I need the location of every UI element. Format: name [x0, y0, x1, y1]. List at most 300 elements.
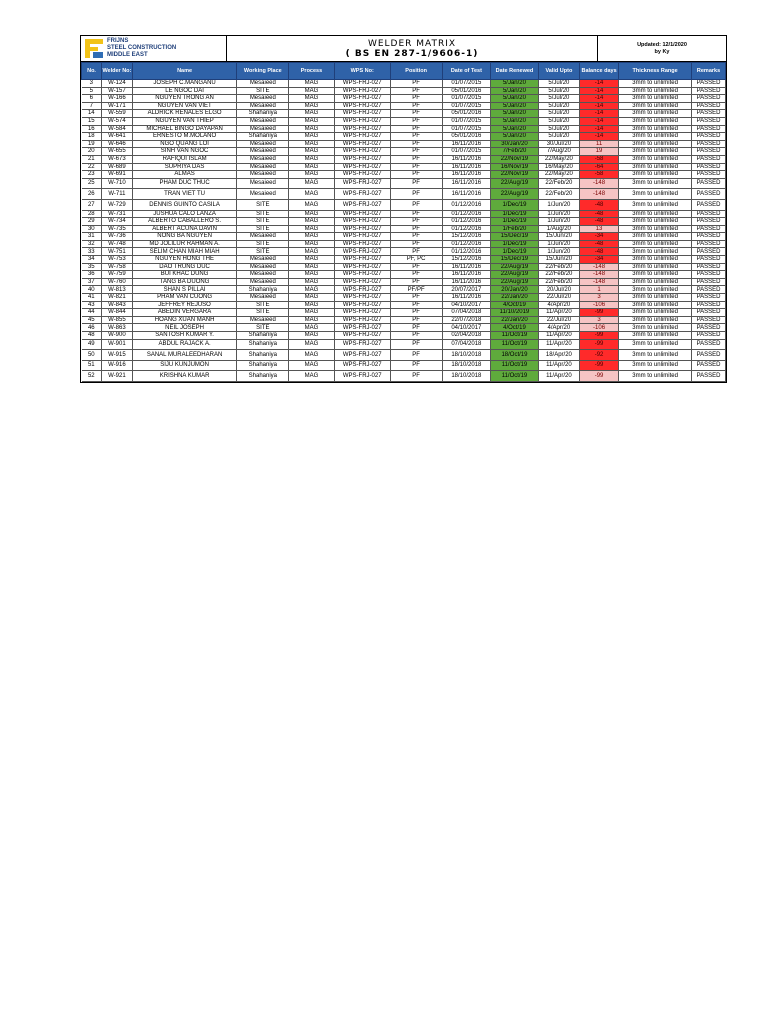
working-place-cell: Mesaieed: [237, 80, 289, 88]
wps-number-cell: WPS-FRJ-027: [334, 301, 390, 309]
process-cell: MAG: [289, 263, 334, 271]
remarks-cell: PASSED: [692, 248, 726, 256]
balance-days-cell: 3: [580, 294, 619, 302]
welder-number-cell: W-710: [102, 178, 133, 189]
date-of-test-cell: 05/01/2016: [442, 110, 491, 118]
wps-number-cell: WPS-FRJ-027: [334, 163, 390, 171]
valid-upto-cell: 1/Jun/20: [538, 199, 579, 210]
date-of-test-cell: 01/12/2016: [442, 240, 491, 248]
position-cell: PF: [390, 171, 442, 179]
welder-number-cell: W-729: [102, 199, 133, 210]
welder-name-cell: SANAL MURALEEDHARAN: [132, 350, 237, 361]
row-number-cell: 5: [82, 87, 102, 95]
date-of-test-cell: 18/10/2018: [442, 350, 491, 361]
valid-upto-cell: 22/Feb/20: [538, 278, 579, 286]
valid-upto-cell: 15/Jun/20: [538, 256, 579, 264]
column-header: Remarks: [692, 63, 726, 80]
remarks-cell: PASSED: [692, 140, 726, 148]
position-cell: PF: [390, 332, 442, 340]
welder-name-cell: KRISHNA KUMAR: [132, 371, 237, 382]
row-number-cell: 23: [82, 171, 102, 179]
welder-number-cell: W-844: [102, 309, 133, 317]
column-header: Working Place: [237, 63, 289, 80]
welder-number-cell: W-731: [102, 210, 133, 218]
balance-days-cell: -14: [580, 102, 619, 110]
process-cell: MAG: [289, 140, 334, 148]
process-cell: MAG: [289, 324, 334, 332]
valid-upto-cell: 4/Apr/20: [538, 301, 579, 309]
welder-number-cell: W-689: [102, 163, 133, 171]
remarks-cell: PASSED: [692, 233, 726, 241]
working-place-cell: Shahaniya: [237, 110, 289, 118]
balance-days-cell: -14: [580, 117, 619, 125]
wps-number-cell: WPS-FRJ-027: [334, 309, 390, 317]
working-place-cell: SITE: [237, 218, 289, 226]
position-cell: PF: [390, 371, 442, 382]
position-cell: PF: [390, 210, 442, 218]
row-number-cell: 20: [82, 148, 102, 156]
balance-days-cell: -14: [580, 87, 619, 95]
table-row: [82, 140, 726, 148]
remarks-cell: PASSED: [692, 163, 726, 171]
position-cell: PF: [390, 240, 442, 248]
working-place-cell: Mesaieed: [237, 117, 289, 125]
column-header: Balance days: [580, 63, 619, 80]
remarks-cell: PASSED: [692, 80, 726, 88]
welder-number-cell: W-821: [102, 294, 133, 302]
valid-upto-cell: 4/Apr/20: [538, 324, 579, 332]
wps-number-cell: WPS-FRJ-027: [334, 117, 390, 125]
wps-number-cell: WPS-FRJ-027: [334, 271, 390, 279]
thickness-range-cell: 3mm to unlimited: [619, 256, 692, 264]
welder-name-cell: SINH VAN NGOC: [132, 148, 237, 156]
welder-number-cell: W-753: [102, 256, 133, 264]
working-place-cell: Mesaieed: [237, 263, 289, 271]
thickness-range-cell: 3mm to unlimited: [619, 339, 692, 350]
process-cell: MAG: [289, 189, 334, 200]
thickness-range-cell: 3mm to unlimited: [619, 263, 692, 271]
remarks-cell: PASSED: [692, 294, 726, 302]
welder-name-cell: LE NGOC DAI: [132, 87, 237, 95]
process-cell: MAG: [289, 95, 334, 103]
valid-upto-cell: 5/Jul/20: [538, 117, 579, 125]
thickness-range-cell: 3mm to unlimited: [619, 163, 692, 171]
remarks-cell: PASSED: [692, 324, 726, 332]
balance-days-cell: -14: [580, 110, 619, 118]
working-place-cell: SITE: [237, 210, 289, 218]
valid-upto-cell: 22/Jul/20: [538, 316, 579, 324]
welder-name-cell: ERNESTO M.MOLANO: [132, 133, 237, 141]
remarks-cell: PASSED: [692, 110, 726, 118]
wps-number-cell: WPS-FRJ-027: [334, 248, 390, 256]
column-header: Date of Test: [442, 63, 491, 80]
position-cell: PF, PC: [390, 256, 442, 264]
process-cell: MAG: [289, 102, 334, 110]
welder-name-cell: NGUYEN TRONG AN: [132, 95, 237, 103]
date-renewed-cell: 18/Oct/19: [491, 350, 539, 361]
process-cell: MAG: [289, 178, 334, 189]
welder-number-cell: W-734: [102, 218, 133, 226]
balance-days-cell: -148: [580, 189, 619, 200]
wps-number-cell: WPS-FRJ-027: [334, 240, 390, 248]
welder-number-cell: W-691: [102, 171, 133, 179]
date-renewed-cell: 5/Jan/20: [491, 95, 539, 103]
table-row: [82, 240, 726, 248]
row-number-cell: 36: [82, 271, 102, 279]
table-row: [82, 263, 726, 271]
position-cell: PF: [390, 225, 442, 233]
balance-days-cell: 13: [580, 225, 619, 233]
row-number-cell: 19: [82, 140, 102, 148]
column-header: Date Renewed: [491, 63, 539, 80]
date-renewed-cell: 11/Oct/19: [491, 360, 539, 371]
date-of-test-cell: 16/11/2016: [442, 171, 491, 179]
date-of-test-cell: 02/04/2018: [442, 332, 491, 340]
working-place-cell: Shahaniya: [237, 133, 289, 141]
balance-days-cell: -148: [580, 263, 619, 271]
process-cell: MAG: [289, 80, 334, 88]
document-title: WELDER MATRIX: [367, 38, 457, 49]
wps-number-cell: WPS-FRJ-027: [334, 339, 390, 350]
date-renewed-cell: 15/Dec/19: [491, 233, 539, 241]
working-place-cell: Mesaieed: [237, 189, 289, 200]
remarks-cell: PASSED: [692, 350, 726, 361]
working-place-cell: Mesaieed: [237, 233, 289, 241]
position-cell: PF: [390, 263, 442, 271]
wps-number-cell: WPS-FRJ-027: [334, 218, 390, 226]
process-cell: MAG: [289, 210, 334, 218]
process-cell: MAG: [289, 371, 334, 382]
valid-upto-cell: 11/Apr/20: [538, 339, 579, 350]
date-of-test-cell: 01/07/2015: [442, 102, 491, 110]
remarks-cell: PASSED: [692, 360, 726, 371]
wps-number-cell: WPS-FRJ-027: [334, 350, 390, 361]
working-place-cell: SITE: [237, 324, 289, 332]
process-cell: MAG: [289, 117, 334, 125]
date-of-test-cell: 01/12/2016: [442, 210, 491, 218]
remarks-cell: PASSED: [692, 256, 726, 264]
welder-name-cell: SHAN S PILLAI: [132, 286, 237, 294]
row-number-cell: 28: [82, 210, 102, 218]
table-row: [82, 210, 726, 218]
date-of-test-cell: 20/07/2017: [442, 286, 491, 294]
position-cell: PF: [390, 95, 442, 103]
wps-number-cell: WPS-FRJ-027: [334, 80, 390, 88]
date-of-test-cell: 05/01/2016: [442, 87, 491, 95]
process-cell: MAG: [289, 163, 334, 171]
balance-days-cell: 1: [580, 286, 619, 294]
working-place-cell: Shahaniya: [237, 339, 289, 350]
row-number-cell: 41: [82, 294, 102, 302]
valid-upto-cell: 30/Jul/20: [538, 140, 579, 148]
welder-name-cell: SELIM CHAN MIAH MIAH: [132, 248, 237, 256]
table-row: [82, 155, 726, 163]
date-of-test-cell: 04/10/2017: [442, 324, 491, 332]
table-header-row: [82, 63, 726, 80]
thickness-range-cell: 3mm to unlimited: [619, 95, 692, 103]
table-row: [82, 80, 726, 88]
valid-upto-cell: 5/Jul/20: [538, 87, 579, 95]
remarks-cell: PASSED: [692, 218, 726, 226]
welder-number-cell: W-584: [102, 125, 133, 133]
remarks-cell: PASSED: [692, 210, 726, 218]
valid-upto-cell: 1/Jun/20: [538, 218, 579, 226]
row-number-cell: 33: [82, 248, 102, 256]
position-cell: PF: [390, 350, 442, 361]
wps-number-cell: WPS-FRJ-027: [334, 171, 390, 179]
thickness-range-cell: 3mm to unlimited: [619, 316, 692, 324]
welder-name-cell: MICHAEL BINGO DAYAPAN: [132, 125, 237, 133]
welder-name-cell: NONG BA NGUYEN: [132, 233, 237, 241]
thickness-range-cell: 3mm to unlimited: [619, 278, 692, 286]
balance-days-cell: -106: [580, 301, 619, 309]
working-place-cell: Mesaieed: [237, 271, 289, 279]
balance-days-cell: -48: [580, 199, 619, 210]
remarks-cell: PASSED: [692, 189, 726, 200]
valid-upto-cell: 22/Feb/20: [538, 178, 579, 189]
working-place-cell: Shahaniya: [237, 360, 289, 371]
valid-upto-cell: 22/May/20: [538, 171, 579, 179]
balance-days-cell: -14: [580, 80, 619, 88]
wps-number-cell: WPS-FRJ-027: [334, 225, 390, 233]
remarks-cell: PASSED: [692, 278, 726, 286]
working-place-cell: Mesaieed: [237, 278, 289, 286]
company-logo: [81, 36, 227, 61]
wps-number-cell: WPS-FRJ-027: [334, 256, 390, 264]
working-place-cell: Mesaieed: [237, 148, 289, 156]
row-number-cell: 46: [82, 324, 102, 332]
thickness-range-cell: 3mm to unlimited: [619, 332, 692, 340]
welder-number-cell: W-655: [102, 148, 133, 156]
row-number-cell: 35: [82, 263, 102, 271]
process-cell: MAG: [289, 155, 334, 163]
working-place-cell: Mesaieed: [237, 125, 289, 133]
wps-number-cell: WPS-FRJ-027: [334, 95, 390, 103]
date-of-test-cell: 16/11/2016: [442, 140, 491, 148]
valid-upto-cell: 22/Feb/20: [538, 263, 579, 271]
position-cell: PF: [390, 133, 442, 141]
position-cell: PF: [390, 278, 442, 286]
welder-number-cell: W-646: [102, 140, 133, 148]
process-cell: MAG: [289, 350, 334, 361]
date-of-test-cell: 16/11/2016: [442, 189, 491, 200]
remarks-cell: PASSED: [692, 125, 726, 133]
thickness-range-cell: 3mm to unlimited: [619, 360, 692, 371]
position-cell: PF/PF: [390, 286, 442, 294]
logo-line-2: STEEL CONSTRUCTION: [107, 45, 177, 51]
remarks-cell: PASSED: [692, 171, 726, 179]
remarks-cell: PASSED: [692, 309, 726, 317]
wps-number-cell: WPS-FRJ-027: [334, 102, 390, 110]
date-of-test-cell: 16/11/2016: [442, 155, 491, 163]
date-renewed-cell: 4/Oct/19: [491, 324, 539, 332]
remarks-cell: PASSED: [692, 148, 726, 156]
valid-upto-cell: 18/Apr/20: [538, 350, 579, 361]
working-place-cell: Mesaieed: [237, 256, 289, 264]
welder-name-cell: ABEDIN VERGARA: [132, 309, 237, 317]
wps-number-cell: WPS-FRJ-027: [334, 278, 390, 286]
welder-number-cell: W-166: [102, 95, 133, 103]
position-cell: PF: [390, 148, 442, 156]
welder-name-cell: PHAM VAN CUONG: [132, 294, 237, 302]
balance-days-cell: -14: [580, 95, 619, 103]
table-row: [82, 178, 726, 189]
process-cell: MAG: [289, 248, 334, 256]
working-place-cell: SITE: [237, 248, 289, 256]
process-cell: MAG: [289, 233, 334, 241]
column-header: Valid Upto: [538, 63, 579, 80]
balance-days-cell: 3: [580, 316, 619, 324]
table-row: [82, 171, 726, 179]
process-cell: MAG: [289, 309, 334, 317]
welder-name-cell: ALBERT ACUNA DAVIN: [132, 225, 237, 233]
sheet-header: [81, 36, 726, 62]
table-row: [82, 133, 726, 141]
date-of-test-cell: 18/10/2018: [442, 371, 491, 382]
balance-days-cell: -148: [580, 178, 619, 189]
process-cell: MAG: [289, 339, 334, 350]
row-number-cell: 6: [82, 95, 102, 103]
welder-number-cell: W-641: [102, 133, 133, 141]
process-cell: MAG: [289, 218, 334, 226]
table-body: [82, 80, 726, 382]
row-number-cell: 30: [82, 225, 102, 233]
table-row: [82, 278, 726, 286]
process-cell: MAG: [289, 199, 334, 210]
date-of-test-cell: 18/10/2018: [442, 360, 491, 371]
welder-number-cell: W-559: [102, 110, 133, 118]
date-renewed-cell: 5/Jan/20: [491, 117, 539, 125]
process-cell: MAG: [289, 110, 334, 118]
table-row: [82, 371, 726, 382]
working-place-cell: Shahaniya: [237, 332, 289, 340]
thickness-range-cell: 3mm to unlimited: [619, 133, 692, 141]
balance-days-cell: -48: [580, 218, 619, 226]
table-row: [82, 218, 726, 226]
table-row: [82, 286, 726, 294]
balance-days-cell: -48: [580, 248, 619, 256]
thickness-range-cell: 3mm to unlimited: [619, 110, 692, 118]
date-renewed-cell: 11/Oct/19: [491, 332, 539, 340]
date-renewed-cell: 22/Aug/19: [491, 178, 539, 189]
valid-upto-cell: 5/Jul/20: [538, 95, 579, 103]
welder-number-cell: W-921: [102, 371, 133, 382]
position-cell: PF: [390, 360, 442, 371]
thickness-range-cell: 3mm to unlimited: [619, 210, 692, 218]
balance-days-cell: -92: [580, 350, 619, 361]
document-standard: ( BS EN 287-1/9606-1): [345, 48, 479, 59]
thickness-range-cell: 3mm to unlimited: [619, 371, 692, 382]
date-of-test-cell: 15/12/2016: [442, 256, 491, 264]
welder-table: [81, 62, 726, 382]
welder-name-cell: ALBERTO CABALLERO S.: [132, 218, 237, 226]
table-row: [82, 102, 726, 110]
table-row: [82, 256, 726, 264]
remarks-cell: PASSED: [692, 87, 726, 95]
date-renewed-cell: 22/Aug/19: [491, 263, 539, 271]
table-row: [82, 316, 726, 324]
date-of-test-cell: 07/04/2018: [442, 339, 491, 350]
remarks-cell: PASSED: [692, 316, 726, 324]
date-of-test-cell: 04/10/2017: [442, 301, 491, 309]
welder-number-cell: W-916: [102, 360, 133, 371]
company-logo-icon: [85, 39, 103, 58]
wps-number-cell: WPS-FRJ-027: [334, 125, 390, 133]
position-cell: PF: [390, 189, 442, 200]
date-of-test-cell: 01/07/2015: [442, 95, 491, 103]
thickness-range-cell: 3mm to unlimited: [619, 199, 692, 210]
welder-number-cell: W-157: [102, 87, 133, 95]
process-cell: MAG: [289, 360, 334, 371]
date-of-test-cell: 05/01/2016: [442, 133, 491, 141]
welder-number-cell: W-736: [102, 233, 133, 241]
wps-number-cell: WPS-FRJ-027: [334, 110, 390, 118]
date-of-test-cell: 22/07/2018: [442, 316, 491, 324]
welder-name-cell: DENNIS GUINTO CASILA: [132, 199, 237, 210]
table-row: [82, 117, 726, 125]
date-of-test-cell: 01/12/2016: [442, 225, 491, 233]
valid-upto-cell: 11/Apr/20: [538, 360, 579, 371]
row-number-cell: 21: [82, 155, 102, 163]
remarks-cell: PASSED: [692, 301, 726, 309]
wps-number-cell: WPS-FRJ-027: [334, 133, 390, 141]
row-number-cell: 51: [82, 360, 102, 371]
welder-number-cell: W-759: [102, 271, 133, 279]
wps-number-cell: WPS-FRJ-027: [334, 210, 390, 218]
position-cell: PF: [390, 178, 442, 189]
table-row: [82, 332, 726, 340]
wps-number-cell: WPS-FRJ-027: [334, 294, 390, 302]
valid-upto-cell: 22/Feb/20: [538, 189, 579, 200]
table-row: [82, 110, 726, 118]
updated-date: Updated: 12/1/2020: [637, 41, 687, 48]
thickness-range-cell: 3mm to unlimited: [619, 271, 692, 279]
table-row: [82, 350, 726, 361]
table-row: [82, 225, 726, 233]
table-row: [82, 125, 726, 133]
process-cell: MAG: [289, 301, 334, 309]
wps-number-cell: WPS-FRJ-027: [334, 140, 390, 148]
position-cell: PF: [390, 80, 442, 88]
process-cell: MAG: [289, 87, 334, 95]
valid-upto-cell: 5/Jul/20: [538, 133, 579, 141]
welder-name-cell: HOANG XUAN MANH: [132, 316, 237, 324]
thickness-range-cell: 3mm to unlimited: [619, 240, 692, 248]
balance-days-cell: -14: [580, 133, 619, 141]
welder-name-cell: JEFFREY REJUSO: [132, 301, 237, 309]
welder-name-cell: SIJU KUNJUMON: [132, 360, 237, 371]
working-place-cell: Mesaieed: [237, 102, 289, 110]
welder-number-cell: W-855: [102, 316, 133, 324]
date-renewed-cell: 1/Dec/19: [491, 240, 539, 248]
wps-number-cell: WPS-FRJ-027: [334, 324, 390, 332]
date-renewed-cell: 22/Aug/19: [491, 271, 539, 279]
date-of-test-cell: 01/07/2015: [442, 125, 491, 133]
valid-upto-cell: 1/Jun/20: [538, 248, 579, 256]
wps-number-cell: WPS-FRJ-027: [334, 316, 390, 324]
row-number-cell: 32: [82, 240, 102, 248]
position-cell: PF: [390, 233, 442, 241]
welder-name-cell: NGUYEN HONG THE: [132, 256, 237, 264]
welder-name-cell: BUI KHAC DUNG: [132, 271, 237, 279]
process-cell: MAG: [289, 294, 334, 302]
table-row: [82, 339, 726, 350]
row-number-cell: 40: [82, 286, 102, 294]
valid-upto-cell: 5/Jul/20: [538, 110, 579, 118]
remarks-cell: PASSED: [692, 332, 726, 340]
welder-number-cell: W-748: [102, 240, 133, 248]
process-cell: MAG: [289, 171, 334, 179]
